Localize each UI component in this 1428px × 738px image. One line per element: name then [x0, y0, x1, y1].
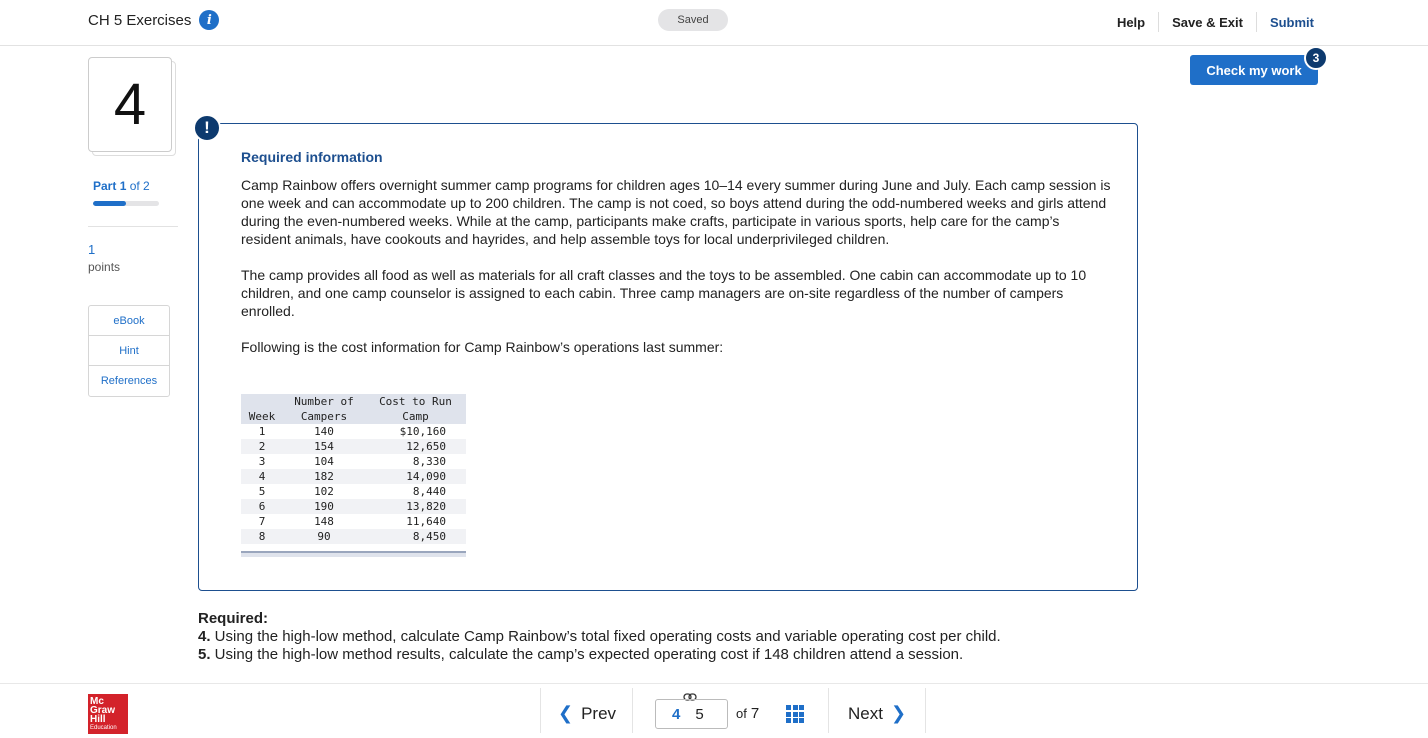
- required-section: [198, 610, 1198, 664]
- page-of-label: of: [736, 706, 747, 721]
- table-row: [241, 424, 466, 439]
- hint-button[interactable]: Hint: [89, 336, 169, 366]
- points-label: points: [88, 260, 121, 274]
- cell-week: 7: [258, 515, 266, 528]
- cell-cost: 14,090: [365, 469, 466, 484]
- table-row: [241, 454, 466, 469]
- next-button[interactable]: [848, 703, 906, 724]
- check-attempts-badge: 3: [1304, 46, 1328, 70]
- required-item-number: 4.: [198, 628, 211, 645]
- info-icon[interactable]: i: [199, 10, 219, 30]
- chevron-right-icon: ❯: [890, 703, 907, 723]
- required-info-title: Required information: [241, 149, 383, 165]
- cell-campers: 104: [314, 455, 334, 468]
- check-my-work-button[interactable]: Check my work: [1190, 55, 1318, 85]
- prev-button[interactable]: [558, 703, 616, 724]
- part-progress-bar: [93, 201, 159, 206]
- cell-campers: 182: [283, 469, 365, 484]
- logo-line: Education: [90, 725, 117, 731]
- part-total: of 2: [129, 179, 150, 193]
- cell-week: 3: [258, 455, 266, 468]
- saved-status-badge: Saved: [658, 9, 728, 31]
- header-actions: [1104, 12, 1314, 32]
- resource-buttons: [88, 305, 170, 397]
- page-next[interactable]: 5: [695, 705, 704, 723]
- header-week: Week: [241, 409, 283, 424]
- table-row: [241, 499, 466, 514]
- table-row: [241, 439, 466, 454]
- info-paragraph: Following is the cost information for Camp Rainbow’s operations last summer:: [241, 339, 724, 355]
- table-header-row: [241, 409, 466, 424]
- table-row: [241, 514, 466, 529]
- cell-week: 8: [241, 529, 283, 544]
- header-cost-top: Cost to Run: [365, 394, 466, 409]
- cell-cost: 8,330: [412, 455, 446, 468]
- mcgraw-hill-logo: [88, 694, 128, 734]
- logo-line: Graw: [90, 705, 116, 716]
- info-paragraph: The camp provides all food as well as materials for all craft classes and the toys to be assembled. One cabin can accommodate up to 10 children, and one camp counselor is assigned to each cabin. Three camp managers are on-site regardless of the number of campers enrolled.: [241, 267, 1087, 319]
- page-total: [736, 705, 759, 722]
- required-item-text: Using the high-low method results, calculate the camp’s expected operating cost if 148 children attend a session.: [210, 646, 964, 663]
- header-campers-top: Number of: [283, 394, 365, 409]
- cell-cost: 12,650: [365, 439, 466, 454]
- grid-icon[interactable]: [786, 705, 804, 723]
- required-item: [198, 628, 1198, 646]
- required-item-text: Using the high-low method, calculate Camp Rainbow’s total fixed operating costs and variable operating cost per child.: [210, 628, 1001, 645]
- part-progress-fill: [93, 201, 126, 206]
- ebook-button[interactable]: eBook: [89, 306, 169, 336]
- top-header: [0, 0, 1428, 46]
- cell-week: 6: [241, 499, 283, 514]
- question-number: 4: [88, 57, 172, 152]
- table-row: [241, 469, 466, 484]
- table-row: [241, 529, 466, 544]
- required-heading: Required:: [198, 610, 269, 627]
- next-label: Next: [848, 703, 883, 723]
- cell-campers: 90: [283, 529, 365, 544]
- cell-campers: 154: [283, 439, 365, 454]
- cell-week: 1: [258, 425, 266, 438]
- cost-table: [241, 394, 466, 544]
- cell-week: 2: [241, 439, 283, 454]
- assignment-title-text: CH 5 Exercises: [88, 11, 192, 29]
- cell-campers: 190: [283, 499, 365, 514]
- nav-divider: [925, 688, 926, 733]
- header-week-top: [241, 394, 283, 409]
- page-current[interactable]: 4: [672, 705, 681, 723]
- cell-cost: $10,160: [399, 425, 446, 438]
- part-current: 1: [119, 179, 127, 193]
- part-word: Part: [93, 179, 117, 193]
- prev-label: Prev: [581, 703, 617, 723]
- required-info-content: [241, 149, 1111, 374]
- help-link[interactable]: Help: [1116, 14, 1146, 30]
- alert-icon: !: [193, 114, 221, 142]
- required-item: [198, 646, 1198, 664]
- references-button[interactable]: References: [100, 375, 158, 387]
- cell-cost: 11,640: [406, 515, 446, 528]
- save-exit-link[interactable]: Save & Exit: [1172, 14, 1243, 30]
- nav-divider: [828, 688, 829, 733]
- left-divider: [88, 226, 178, 227]
- info-paragraph: Camp Rainbow offers overnight summer camp programs for children ages 10–14 every summer during June and July. Each camp session is one week and can accommodate up to 200 children. The camp is not coed, so boys attend during the odd-numbered weeks and girls attend during the even-numbered weeks. While at the camp, participants make crafts, participate in various sports, help care for the camp’s resident animals, have cookouts and hayrides, and help assemble toys for local underprivileged children.: [241, 177, 1111, 247]
- page-total-value: 7: [750, 705, 760, 722]
- chevron-left-icon: ❮: [558, 703, 574, 723]
- header-campers: Campers: [283, 409, 365, 424]
- required-item-number: 5.: [198, 646, 211, 663]
- cell-campers: 148: [314, 515, 334, 528]
- submit-link[interactable]: Submit: [1269, 14, 1314, 30]
- cell-cost: 13,820: [365, 499, 466, 514]
- table-footer-bar: [241, 551, 466, 557]
- cell-cost: 8,450: [365, 529, 466, 544]
- nav-divider: [540, 688, 541, 733]
- table-row: [241, 484, 466, 499]
- cell-week: 4: [241, 469, 283, 484]
- cell-week: 5: [258, 485, 266, 498]
- table-header-row: [241, 394, 466, 409]
- cell-campers: 102: [314, 485, 334, 498]
- cell-campers: 140: [314, 425, 334, 438]
- assignment-title: [88, 10, 219, 30]
- part-indicator: [93, 179, 150, 193]
- logo-line: Mc: [90, 696, 104, 707]
- points-value: 1: [88, 242, 96, 257]
- nav-divider: [632, 688, 633, 733]
- cell-cost: 8,440: [412, 485, 446, 498]
- header-cost: Camp: [365, 409, 466, 424]
- logo-line: Hill: [90, 714, 106, 725]
- page-number-input[interactable]: [655, 699, 728, 729]
